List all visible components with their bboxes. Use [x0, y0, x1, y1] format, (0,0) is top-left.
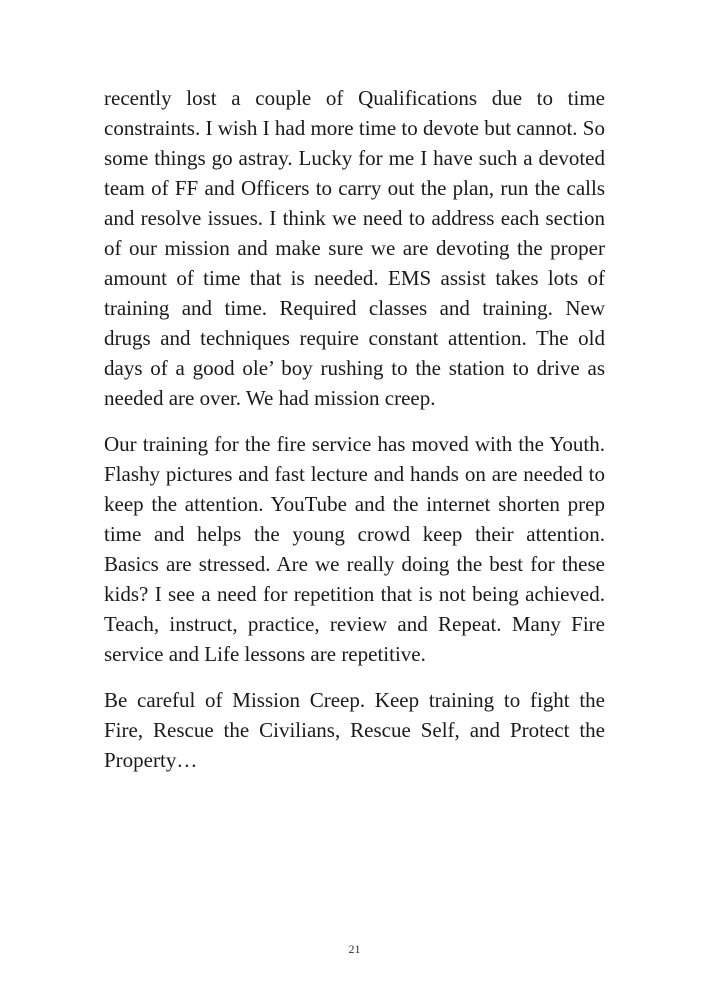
page-number: 21 [348, 942, 361, 956]
paragraph-conclusion: Be careful of Mission Creep. Keep training to fight the Fire, Rescue the Civilians, Rescue Self, and Protect the Property… [104, 688, 605, 772]
body-text [104, 83, 605, 791]
paragraph-training-youth: Our training for the fire service has moved with the Youth. Flashy pictures and fast lecture and hands on are needed to keep the attention. YouTube and the internet shorten prep time and helps the young crowd keep their attention. Basics are stressed. Are we really doing the best for these kids? I see a need for repetition that is not being achieved. Teach, instruct, practice, review and Repeat. Many Fire service and Life lessons are repetitive. [104, 432, 605, 666]
paragraph-mission-creep: recently lost a couple of Qualifications due to time constraints. I wish I had more time to devote but cannot. So some things go astray. Lucky for me I have such a devoted team of FF and Officers to carry out the plan, run the calls and resolve issues. I think we need to address each section of our mission and make sure we are devoting the proper amount of time that is needed. EMS assist takes lots of training and time. Required classes and training. New drugs and techniques require constant attention. The old days of a good ole’ boy rushing to the station to drive as needed are over. We had mission creep. [104, 86, 605, 410]
